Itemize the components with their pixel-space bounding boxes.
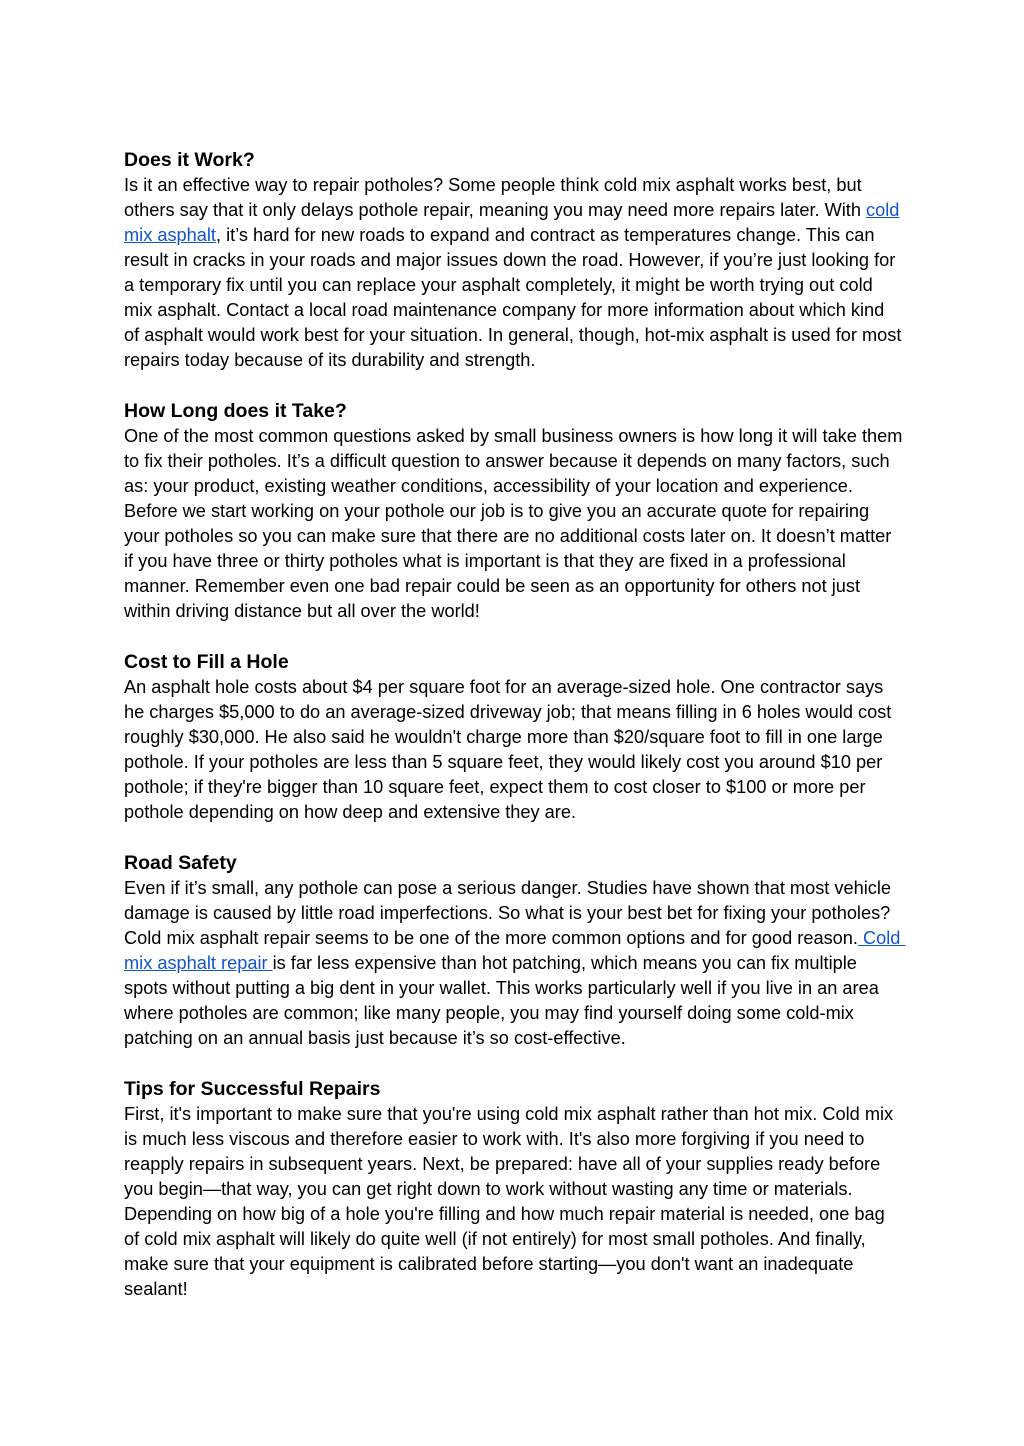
section-heading: Cost to Fill a Hole [124, 651, 289, 673]
section-paragraph: An asphalt hole costs about $4 per square foot for an average-sized hole. One contractor says he charges $5,000 to do an average-sized driveway job; that means filling in 6 holes would cost roughly $30,000. He also said he wouldn't charge more than $20/square foot to fill in one large pothole. If your potholes are less than 5 square feet, they would likely cost you around $10 per pothole; if they're bigger than 10 square feet, expect them to cost closer to $100 or more per pothole depending on how deep and extensive they are. [124, 677, 892, 822]
paragraph-text: Is it an effective way to repair potholes? Some people think cold mix asphalt works best, but others say that it only delays pothole repair, meaning you may need more repairs later. With [124, 175, 867, 220]
section-heading: How Long does it Take? [124, 400, 347, 422]
section-paragraph [124, 173, 904, 373]
section-paragraph: First, it's important to make sure that you're using cold mix asphalt rather than hot mix. Cold mix is much less viscous and therefore easier to work with. It's also more forgiving if you need to reapply repairs in subsequent years. Next, be prepared: have all of your supplies ready before you begin—that way, you can get right down to work without wasting any time or materials. Depending on how big of a hole you're filling and how much repair material is needed, one bag of cold mix asphalt will likely do quite well (if not entirely) for most small potholes. And finally, make sure that your equipment is calibrated before starting—you don't want an inadequate sealant! [124, 1104, 894, 1299]
section-does-it-work [124, 148, 904, 373]
section-cost-to-fill [124, 650, 904, 825]
section-how-long [124, 399, 904, 624]
section-road-safety [124, 851, 904, 1051]
section-paragraph [124, 876, 904, 1051]
section-heading: Tips for Successful Repairs [124, 1078, 381, 1100]
section-heading: Does it Work? [124, 149, 255, 171]
section-heading: Road Safety [124, 852, 237, 874]
cold-mix-asphalt-link[interactable]: cold mix asphalt [124, 200, 900, 245]
cold-mix-asphalt-repair-link[interactable]: Cold mix asphalt repair [124, 928, 906, 973]
document-page [124, 148, 904, 1328]
section-tips [124, 1077, 904, 1302]
paragraph-text: , it’s hard for new roads to expand and contract as temperatures change. This can result in cracks in your roads and major issues down the road. However, if you’re just looking for a temporary fix until you can replace your asphalt completely, it might be worth trying out cold mix asphalt. Contact a local road maintenance company for more information about which kind of asphalt would work best for your situation. In general, though, hot-mix asphalt is used for most repairs today because of its durability and strength. [124, 225, 902, 370]
section-paragraph: One of the most common questions asked by small business owners is how long it will take them to fix their potholes. It’s a difficult question to answer because it depends on many factors, such as: your product, existing weather conditions, accessibility of your location and experience. Before we start working on your pothole our job is to give you an accurate quote for repairing your potholes so you can make sure that there are no additional costs later on. It doesn’t matter if you have three or thirty potholes what is important is that they are fixed in a professional manner. Remember even one bad repair could be seen as an opportunity for others not just within driving distance but all over the world! [124, 426, 903, 621]
paragraph-text: is far less expensive than hot patching, which means you can fix multiple spots without putting a big dent in your wallet. This works particularly well if you live in an area where potholes are common; like many people, you may find yourself doing some cold-mix patching on an annual basis just because it’s so cost-effective. [124, 953, 879, 1048]
paragraph-text: Even if it’s small, any pothole can pose a serious danger. Studies have shown that most vehicle damage is caused by little road imperfections. So what is your best bet for fixing your potholes? Cold mix asphalt repair seems to be one of the more common options and for good reason. [124, 878, 892, 948]
